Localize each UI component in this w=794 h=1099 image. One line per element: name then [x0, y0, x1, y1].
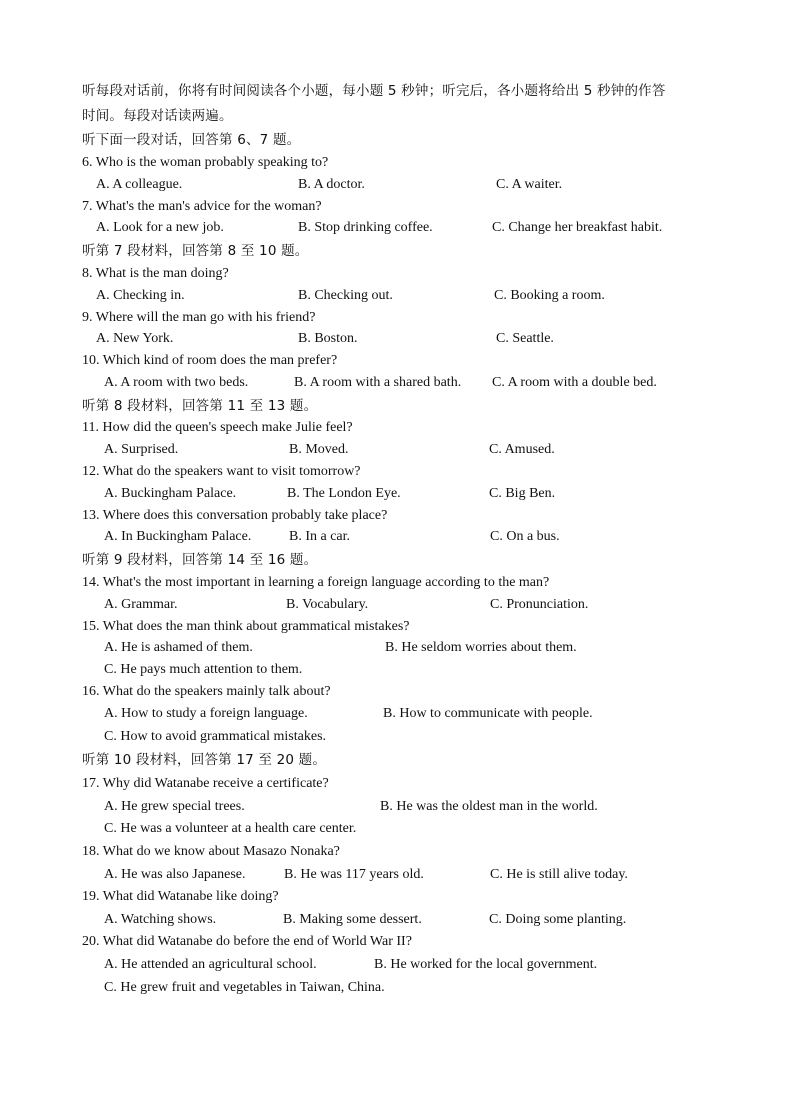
option-a: A. Look for a new job.	[96, 220, 224, 235]
option-a: A. Grammar.	[104, 597, 178, 612]
option-c: C. He was a volunteer at a health care center.	[104, 821, 357, 836]
question-stem: 20. What did Watanabe do before the end of World War II?	[82, 934, 412, 949]
question-stem: 10. Which kind of room does the man prefer?	[82, 353, 338, 368]
option-c: C. Amused.	[489, 442, 555, 457]
question-stem: 7. What's the man's advice for the woman?	[82, 199, 322, 214]
option-a: A. Watching shows.	[104, 912, 217, 927]
section-heading: 听第 9 段材料，回答第 14 至 16 题。	[82, 552, 318, 568]
option-b: B. Stop drinking coffee.	[298, 220, 433, 235]
option-c: C. How to avoid grammatical mistakes.	[104, 729, 327, 744]
option-b: B. Making some dessert.	[283, 912, 422, 927]
option-a: A. A colleague.	[96, 177, 183, 192]
option-a: A. He is ashamed of them.	[104, 640, 253, 655]
section-heading: 听第 10 段材料，回答第 17 至 20 题。	[82, 752, 327, 768]
question-stem: 17. Why did Watanabe receive a certificate?	[82, 776, 329, 791]
section-heading: 听下面一段对话，回答第 6、7 题。	[82, 132, 301, 148]
option-a: A. Checking in.	[96, 288, 185, 303]
intro-line-1: 听每段对话前，你将有时间阅读各个小题，每小题 5 秒钟；听完后，各小题将给出 5 秒钟的作答	[82, 83, 666, 99]
question-stem: 8. What is the man doing?	[82, 266, 229, 281]
option-c: C. Big Ben.	[489, 486, 556, 501]
question-stem: 12. What do the speakers want to visit tomorrow?	[82, 464, 361, 479]
option-b: B. A doctor.	[298, 177, 365, 192]
question-stem: 9. Where will the man go with his friend?	[82, 310, 316, 325]
option-c: C. Doing some planting.	[489, 912, 627, 927]
option-a: A. A room with two beds.	[104, 375, 249, 390]
option-b: B. He seldom worries about them.	[385, 640, 577, 655]
option-c: C. A waiter.	[496, 177, 563, 192]
option-c: C. On a bus.	[490, 529, 560, 544]
option-b: B. Vocabulary.	[286, 597, 369, 612]
question-stem: 19. What did Watanabe like doing?	[82, 889, 279, 904]
option-c: C. Change her breakfast habit.	[492, 220, 663, 235]
option-c: C. He pays much attention to them.	[104, 662, 303, 677]
option-a: A. New York.	[96, 331, 174, 346]
question-stem: 16. What do the speakers mainly talk about?	[82, 684, 331, 699]
question-stem: 15. What does the man think about grammatical mistakes?	[82, 619, 410, 634]
option-a: A. He was also Japanese.	[104, 867, 246, 882]
section-heading: 听第 8 段材料，回答第 11 至 13 题。	[82, 398, 318, 414]
option-a: A. He grew special trees.	[104, 799, 245, 814]
option-a: A. In Buckingham Palace.	[104, 529, 252, 544]
intro-line-2: 时间。每段对话读两遍。	[82, 108, 233, 124]
option-c: C. He grew fruit and vegetables in Taiwan, China.	[104, 980, 385, 995]
option-c: C. He is still alive today.	[490, 867, 628, 882]
option-b: B. The London Eye.	[287, 486, 401, 501]
question-stem: 14. What's the most important in learning a foreign language according to the man?	[82, 575, 550, 590]
option-a: A. Surprised.	[104, 442, 179, 457]
option-b: B. A room with a shared bath.	[294, 375, 462, 390]
option-b: B. He was 117 years old.	[284, 867, 424, 882]
option-b: B. Moved.	[289, 442, 349, 457]
option-c: C. A room with a double bed.	[492, 375, 657, 390]
question-stem: 6. Who is the woman probably speaking to?	[82, 155, 329, 170]
option-a: A. Buckingham Palace.	[104, 486, 237, 501]
option-b: B. Boston.	[298, 331, 358, 346]
option-c: C. Booking a room.	[494, 288, 605, 303]
option-c: C. Seattle.	[496, 331, 554, 346]
option-a: A. He attended an agricultural school.	[104, 957, 317, 972]
question-stem: 13. Where does this conversation probably take place?	[82, 508, 388, 523]
option-b: B. He was the oldest man in the world.	[380, 799, 598, 814]
option-a: A. How to study a foreign language.	[104, 706, 308, 721]
section-heading: 听第 7 段材料，回答第 8 至 10 题。	[82, 243, 309, 259]
option-c: C. Pronunciation.	[490, 597, 589, 612]
question-stem: 11. How did the queen's speech make Julie feel?	[82, 420, 353, 435]
question-stem: 18. What do we know about Masazo Nonaka?	[82, 844, 340, 859]
option-b: B. In a car.	[289, 529, 351, 544]
option-b: B. How to communicate with people.	[383, 706, 593, 721]
option-b: B. Checking out.	[298, 288, 393, 303]
option-b: B. He worked for the local government.	[374, 957, 598, 972]
